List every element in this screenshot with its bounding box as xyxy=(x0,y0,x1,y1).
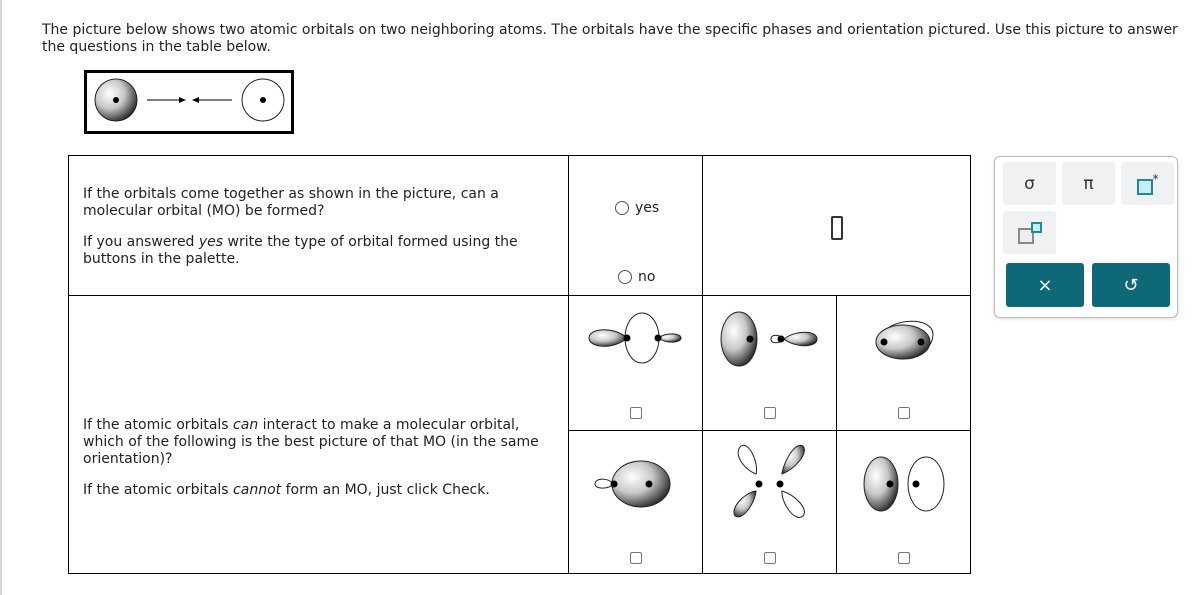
mo-option-5[interactable] xyxy=(703,431,837,574)
mo-option-5-checkbox[interactable] xyxy=(764,552,776,564)
radio-yes[interactable] xyxy=(615,200,659,216)
question-1-cell xyxy=(69,156,569,296)
mo-option-6-checkbox[interactable] xyxy=(898,552,910,564)
question-table xyxy=(68,155,971,574)
star-label: * xyxy=(1152,171,1159,186)
mo-option-1-checkbox[interactable] xyxy=(630,407,642,419)
mo-option-4[interactable] xyxy=(569,431,703,574)
intro-text: The picture below shows two atomic orbitals on two neighboring atoms. The orbitals have the specific phases and orientation pictured. Use this picture to answer the questions in the table below. xyxy=(42,22,1178,55)
pi-button[interactable] xyxy=(1062,162,1115,205)
radio-no[interactable] xyxy=(618,269,655,285)
mo-picture-5 xyxy=(703,431,836,541)
undo-button[interactable] xyxy=(1092,263,1170,307)
mo-picture-1 xyxy=(569,296,702,396)
radio-no-label: no xyxy=(638,269,656,285)
atomic-orbitals-figure xyxy=(84,70,294,134)
pi-label: π xyxy=(1083,173,1094,194)
undo-icon: ↺ xyxy=(1123,274,1139,296)
superscript-icon xyxy=(1018,222,1042,244)
question-2-cell xyxy=(69,296,569,574)
superscript-button[interactable] xyxy=(1003,211,1056,254)
mo-option-1[interactable] xyxy=(569,296,703,431)
mo-option-2-checkbox[interactable] xyxy=(764,407,776,419)
sigma-button[interactable] xyxy=(1003,162,1056,205)
mo-option-3-checkbox[interactable] xyxy=(898,407,910,419)
sigma-label: σ xyxy=(1024,173,1035,194)
mo-option-2[interactable] xyxy=(703,296,837,431)
mo-option-6[interactable] xyxy=(837,431,971,574)
clear-button[interactable] xyxy=(1006,263,1084,307)
orbital-type-input[interactable] xyxy=(831,216,843,240)
box-icon xyxy=(1137,179,1153,195)
answer-cell xyxy=(703,156,971,296)
clear-icon: × xyxy=(1037,274,1053,296)
mo-picture-2 xyxy=(703,296,836,396)
mo-option-3[interactable] xyxy=(837,296,971,431)
mo-picture-3 xyxy=(837,296,970,396)
mo-option-4-checkbox[interactable] xyxy=(630,552,642,564)
palette xyxy=(994,156,1178,318)
yes-no-cell xyxy=(569,156,703,296)
question-1-text: If the orbitals come together as shown in the picture, can a molecular orbital (MO) be formed? xyxy=(83,186,499,219)
radio-yes-label: yes xyxy=(635,200,660,216)
antibonding-star-button[interactable] xyxy=(1121,162,1174,205)
question-2-instruction: If the atomic orbitals cannot form an MO, just click Check. xyxy=(83,481,490,498)
mo-picture-4 xyxy=(569,431,702,541)
question-1-instruction: If you answered yes write the type of orbital formed using the buttons in the palette. xyxy=(83,234,518,267)
mo-picture-6 xyxy=(837,431,970,541)
question-2-text: If the atomic orbitals can interact to make a molecular orbital, which of the following is the best picture of that MO (in the same orientation)? xyxy=(83,416,539,467)
